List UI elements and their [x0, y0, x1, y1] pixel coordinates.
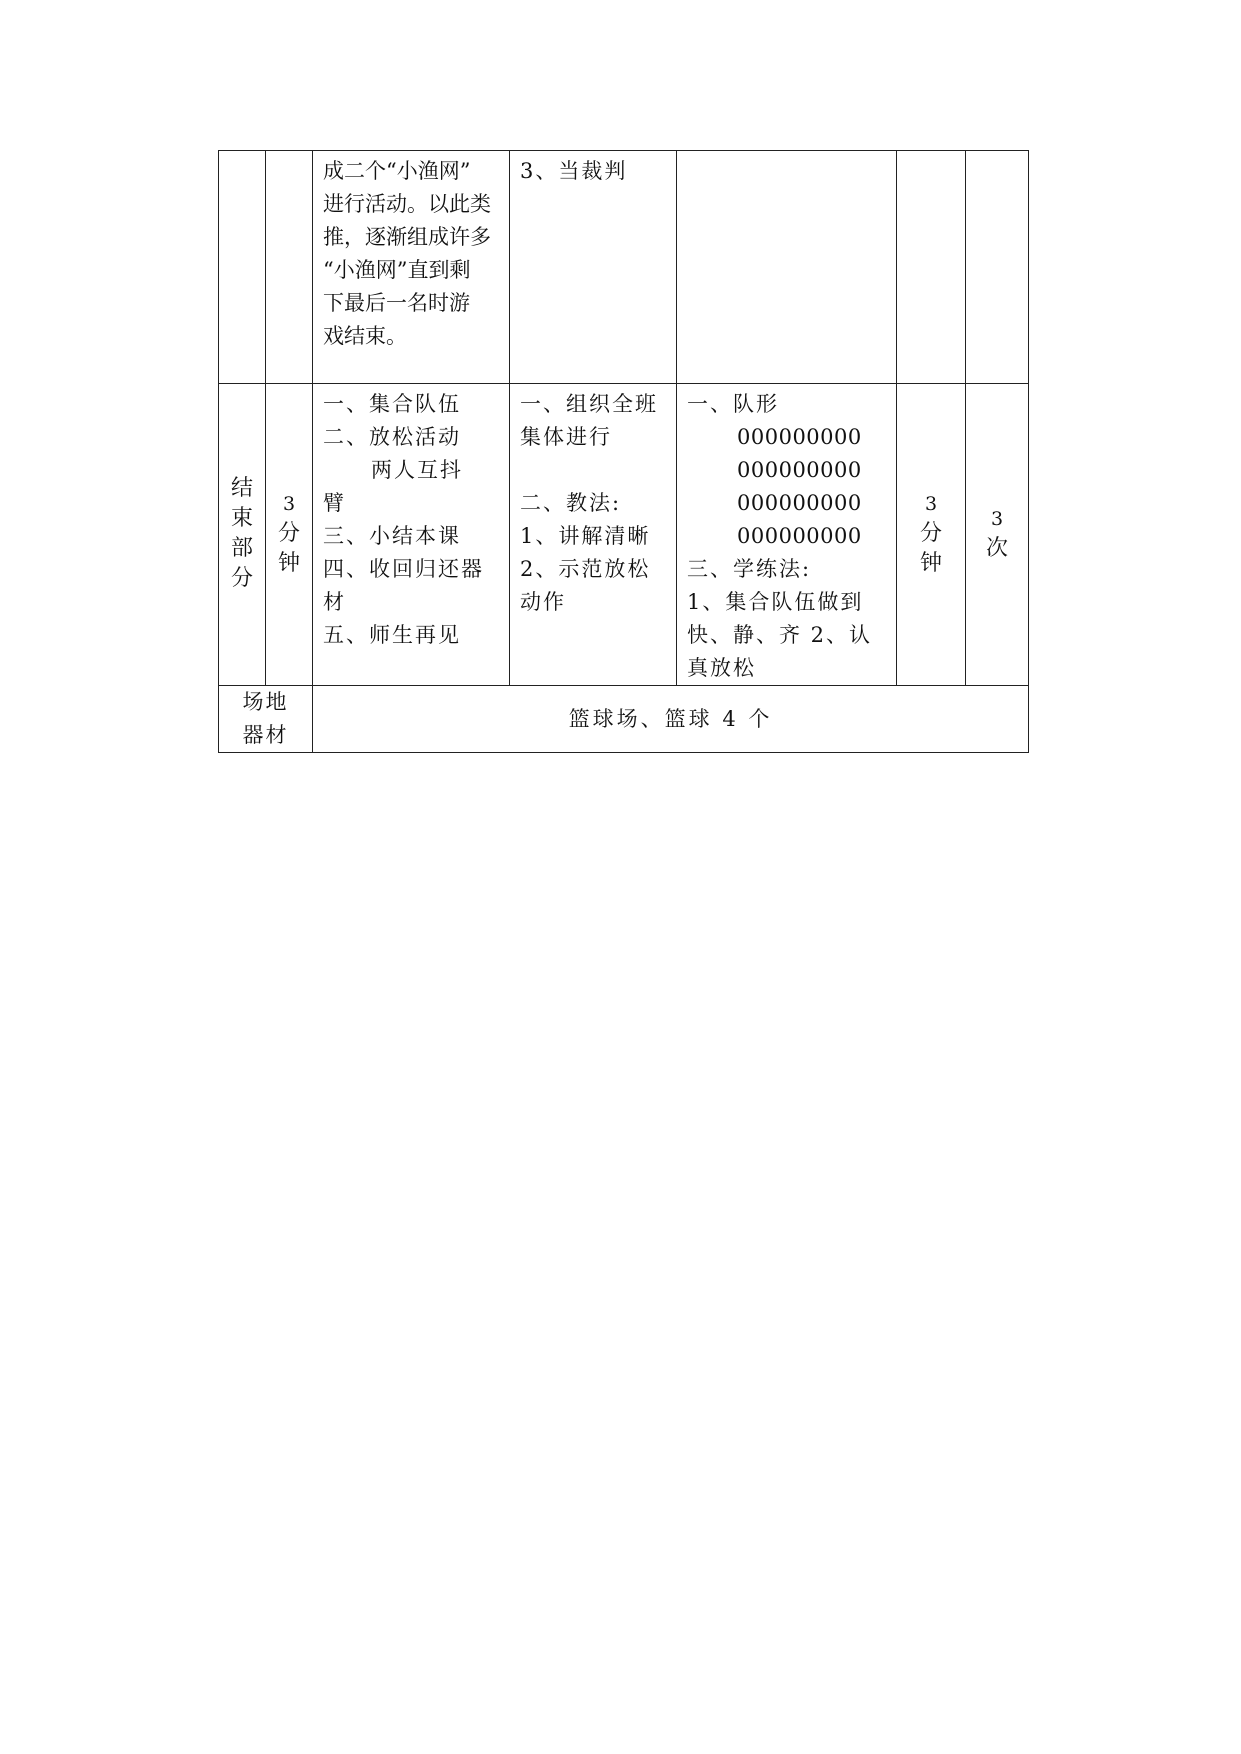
- teaching-line: 1、讲解清晰: [520, 524, 651, 548]
- table-row: [219, 686, 1029, 753]
- practice-heading: 一、队形: [687, 392, 779, 416]
- organization-line: 3、当裁判: [520, 159, 628, 183]
- section-label-cell: [219, 384, 266, 686]
- formation-row: 000000000: [737, 491, 862, 515]
- content-line: 下最后一名时游: [323, 291, 470, 315]
- content-line: “小渔网”直到剩: [323, 258, 471, 282]
- content-cell: [313, 151, 510, 384]
- count-cell: [966, 384, 1029, 686]
- duration-char: 钟: [919, 551, 942, 576]
- teaching-line: 2、示范放松: [520, 557, 651, 581]
- section-label: [229, 474, 255, 594]
- teaching-cell: [510, 384, 677, 686]
- section-char: 束: [230, 506, 253, 531]
- content-line: 成二个“小渔网”: [323, 159, 471, 183]
- organization-cell: [510, 151, 677, 384]
- duration-number: 3: [924, 493, 938, 515]
- duration-cell: [897, 384, 966, 686]
- duration-cell-empty: [897, 151, 966, 384]
- time-char: 分: [277, 521, 300, 546]
- time-cell-empty: [266, 151, 313, 384]
- content-line: 进行活动。以此类: [323, 192, 491, 216]
- table-row: [219, 151, 1029, 384]
- teaching-line: 二、教法:: [520, 491, 622, 515]
- section-char: 结: [230, 476, 253, 501]
- time-number: 3: [282, 493, 296, 515]
- section-char: 分: [230, 566, 253, 591]
- section-char: 部: [230, 536, 253, 561]
- venue-content: 篮球场、篮球 4 个: [568, 706, 773, 731]
- content-line: 推，逐渐组成许多: [323, 225, 491, 249]
- practice-cell-empty: [677, 151, 897, 384]
- formation-row: 000000000: [737, 524, 862, 548]
- time-char: 钟: [277, 551, 300, 576]
- lesson-plan-table: [218, 150, 1029, 753]
- duration-char: 分: [919, 521, 942, 546]
- table-row: [219, 384, 1029, 686]
- teaching-line: 动作: [520, 590, 566, 614]
- venue-label-line: 场地: [242, 690, 289, 714]
- practice-cell: [677, 384, 897, 686]
- content-line: 四、收回归还器: [323, 557, 484, 581]
- duration-value: [918, 489, 944, 579]
- venue-label-line: 器材: [242, 723, 289, 747]
- practice-line: 三、学练法:: [687, 557, 812, 581]
- formation-row: 000000000: [737, 425, 862, 449]
- count-number: 3: [990, 508, 1004, 530]
- practice-line: 1、集合队伍做到: [687, 590, 864, 614]
- content-line: 戏结束。: [323, 324, 407, 348]
- content-line: 二、放松活动: [323, 425, 461, 449]
- teaching-line: [520, 454, 668, 487]
- time-cell: [266, 384, 313, 686]
- count-value: [984, 504, 1010, 564]
- practice-line: 快、静、齐 2、认: [687, 623, 873, 647]
- content-line: 三、小结本课: [323, 524, 461, 548]
- content-line: 两人互抖: [371, 458, 463, 482]
- content-cell: [313, 384, 510, 686]
- venue-content-cell: [313, 686, 1029, 753]
- teaching-line: 集体进行: [520, 425, 612, 449]
- count-char: 次: [985, 536, 1008, 561]
- section-cell-empty: [219, 151, 266, 384]
- practice-line: 真放松: [687, 656, 756, 680]
- formation-row: 000000000: [737, 458, 862, 482]
- venue-label-cell: [219, 686, 313, 753]
- content-line: 一、集合队伍: [323, 392, 461, 416]
- teaching-line: 一、组织全班: [520, 392, 658, 416]
- content-line: 材: [323, 590, 346, 614]
- content-line: 臂: [323, 491, 346, 515]
- time-value: [276, 489, 302, 579]
- count-cell-empty: [966, 151, 1029, 384]
- content-line: 五、师生再见: [323, 623, 461, 647]
